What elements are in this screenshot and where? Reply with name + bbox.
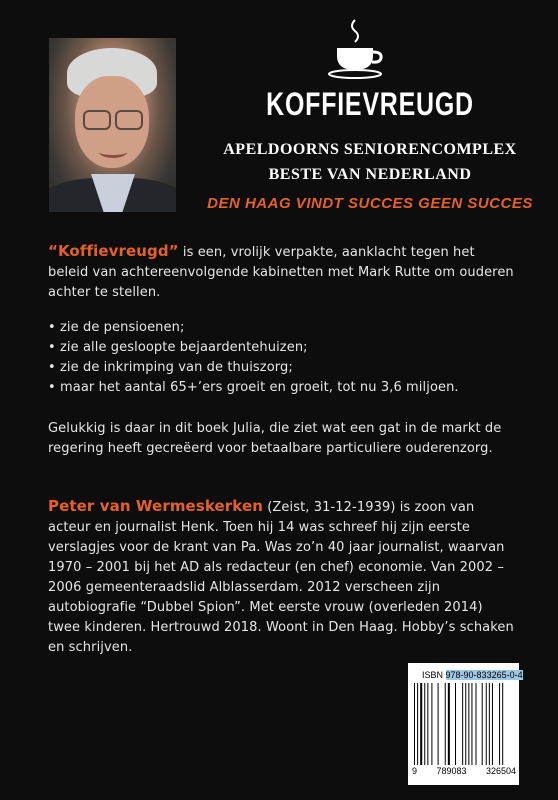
barcode-bar [431,683,432,765]
author-bio-text: (Zeist, 31-12-1939) is zoon van acteur en journalist Henk. Toen hij 14 was schreef hij zijn eerste verslagjes voor de krant van Pa. Was zo’n 40 jaar journalist, waarvan 1970 – 2001 bij het AD als redacteur (en chef) economie. Van 2002 – 2006 gemeenteraadslid Alblasserdam. 2012 verscheen zijn autobiografie “Dubbel Spion”. Met eerste vrouw (overleden 2014) twee kinderen. Hertrouwd 2018. Woont in Den Haag. Hobby’s schaken en schrijven. [48,500,514,655]
tagline: DEN HAAG VINDT SUCCES GEEN SUCCES [207,195,533,212]
barcode-bar [486,683,487,765]
barcode-bar [482,683,483,765]
barcode-bar [455,683,456,765]
barcode-bar [427,683,428,765]
barcode-digits: 9 789083 326504 [412,766,516,776]
author-photo [49,38,176,212]
coffee-cup-icon [325,18,385,80]
list-item: • maar het aantal 65+’ers groeit en groeit, tot nu 3,6 miljoen. [48,380,459,395]
blurb-intro [48,241,516,303]
blurb-book-name: “Koffievreugd” [48,242,179,260]
barcode-bar [420,683,422,765]
barcode-bar [438,683,439,765]
barcode-bars [414,683,514,765]
barcode-bar [417,683,418,765]
author-bio [48,496,516,658]
barcode-bar [468,683,469,765]
barcode-bar [414,683,415,765]
barcode-bar [492,683,493,765]
list-item: • zie alle gesloopte bejaardentehuizen; [48,340,308,355]
barcode [408,663,523,785]
subtitle-line-2: BESTE VAN NEDERLAND [268,166,472,183]
barcode-bar [502,683,503,765]
list-item: • zie de inkrimping van de thuiszorg; [48,360,293,375]
isbn-label: ISBN 978-90-833265-0-4 [422,670,523,680]
author-name: Peter van Wermeskerken [48,497,264,515]
barcode-bar [448,683,450,765]
blurb-julia: Gelukkig is daar in dit boek Julia, die ziet wat een gat in de markt de regering heeft gecreëerd voor betaalbare particuliere ouderenzorg. [48,421,502,456]
barcode-bar [445,683,446,765]
barcode-bar [465,683,466,765]
book-title: KOFFIEVREUGD [266,86,474,122]
isbn-number: 978-90-833265-0-4 [445,670,523,680]
barcode-bar [476,683,477,765]
blurb-intro-text: is een, vrolijk verpakte, aanklacht tegen het beleid van achtereenvolgende kabinetten met Mark Rutte om ouderen achter te stellen. [48,245,514,300]
barcode-bar [424,683,425,765]
subtitle-line-1: APELDOORNS SENIORENCOMPLEX [223,141,517,158]
barcode-bar [489,683,490,765]
barcode-bar [499,683,500,765]
barcode-bar [471,683,472,765]
barcode-bar [462,683,463,765]
blurb-list [48,318,516,398]
list-item: • zie de pensioenen; [48,320,185,335]
